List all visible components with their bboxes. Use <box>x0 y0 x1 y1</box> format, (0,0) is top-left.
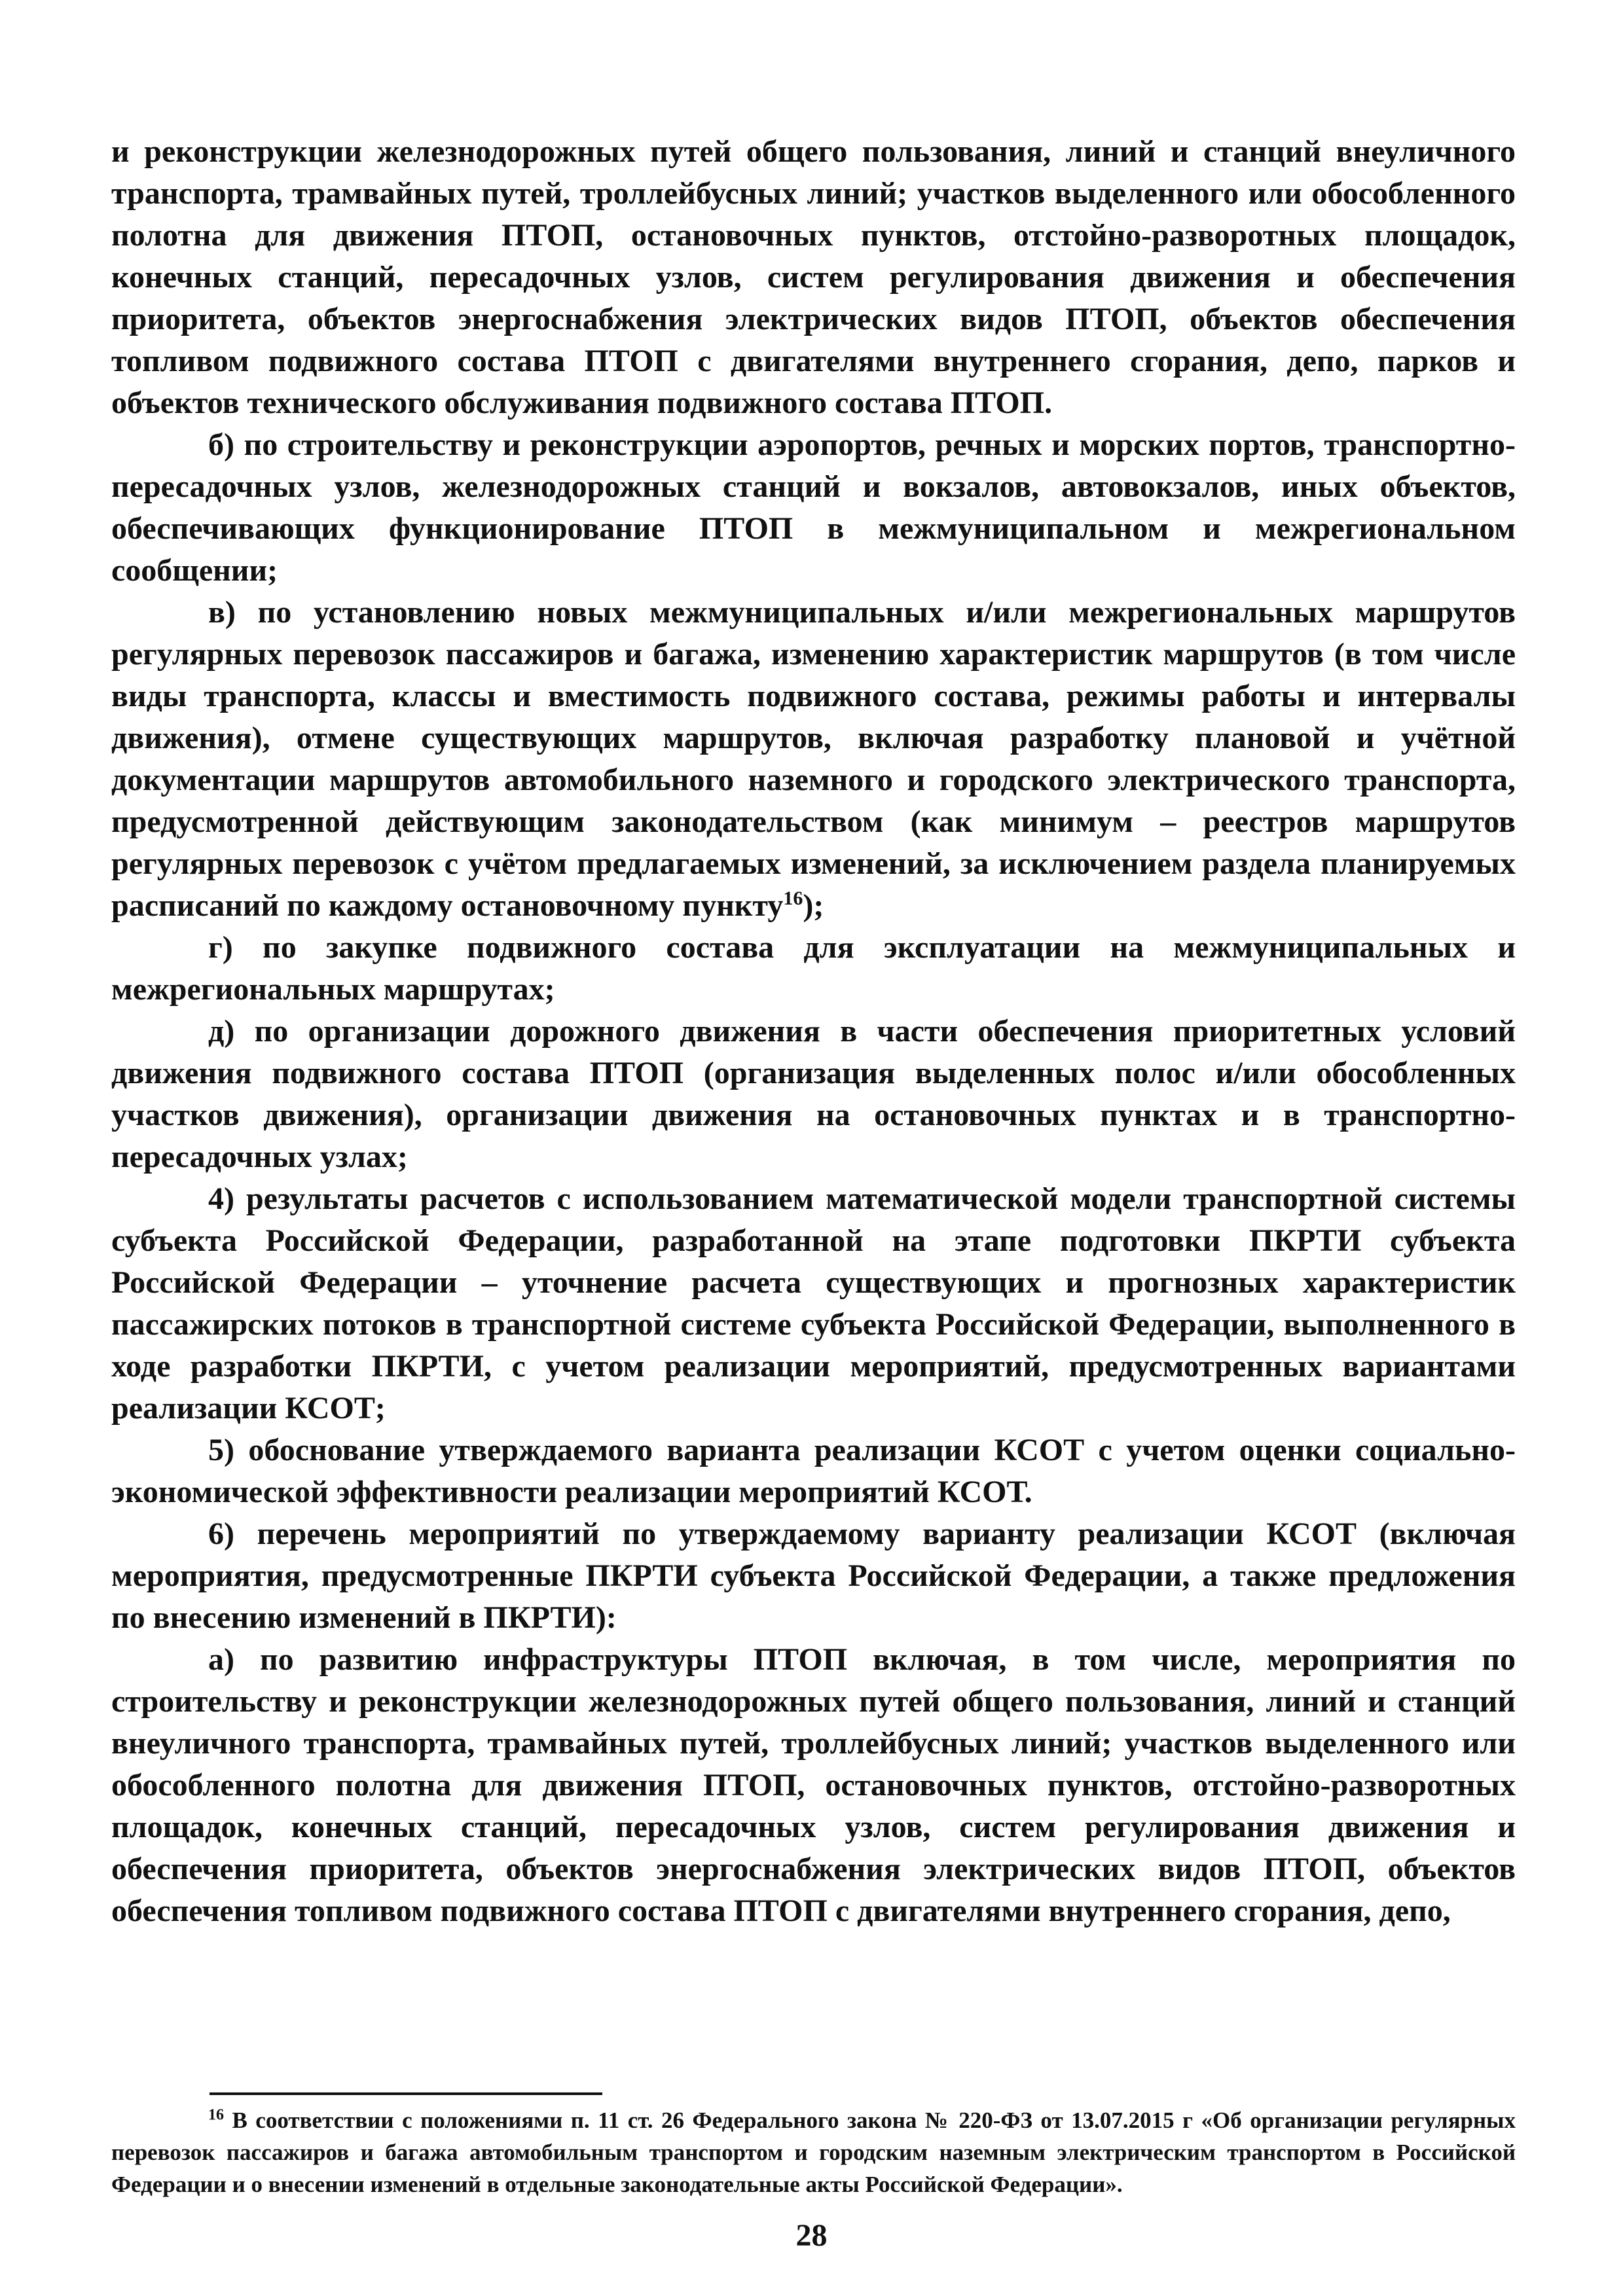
page-number: 28 <box>795 2218 828 2253</box>
paragraph-item-v-text: в) по установлению новых межмуниципальных и/или межрегиональных маршрутов регулярных перевозок пассажиров и багажа, изменению характеристик маршрутов (в том числе виды транспорта, классы и вместимость подвижного состава, режимы работы и интервалы движения), отмене существующих маршрутов, включая разработку плановой и учётной документации маршрутов автомобильного наземного и городского электрического транспорта, предусмотренной действующим законодательством (как минимум – реестров маршрутов регулярных перевозок с учётом предлагаемых изменений, за исключением раздела планируемых расписаний по каждому остановочному пункту <box>111 595 1516 923</box>
footnote <box>111 2104 1516 2200</box>
paragraph-item-5: 5) обоснование утверждаемого варианта реализации КСОТ с учетом оценки социально-экономической эффективности реализации мероприятий КСОТ. <box>111 1433 1516 1509</box>
paragraph-item-4: 4) результаты расчетов с использованием математической модели транспортной системы субъекта Российской Федерации, разработанной на этапе подготовки ПКРТИ субъекта Российской Федерации – уточнение расчета существующих и прогнозных характеристик пассажирских потоков в транспортной системе субъекта Российской Федерации, выполненного в ходе разработки ПКРТИ, с учетом реализации мероприятий, предусмотренных вариантами реализации КСОТ; <box>111 1181 1516 1426</box>
paragraph-item-g: г) по закупке подвижного состава для эксплуатации на межмуниципальных и межрегиональных маршрутах; <box>111 930 1516 1007</box>
paragraph-item-v-tail: ); <box>803 888 824 923</box>
footnote-divider <box>210 2092 602 2095</box>
paragraph-continuation: и реконструкции железнодорожных путей общего пользования, линий и станций внеуличного транспорта, трамвайных путей, троллейбусных линий; участков выделенного или обособленного полотна для движения ПТОП, остановочных пунктов, отстойно-разворотных площадок, конечных станций, пересадочных узлов, систем регулирования движения и обеспечения приоритета, объектов энергоснабжения электрических видов ПТОП, объектов обеспечения топливом подвижного состава ПТОП с двигателями внутреннего сгорания, депо, парков и объектов технического обслуживания подвижного состава ПТОП. <box>111 134 1516 420</box>
footnote-marker: 16 <box>208 2106 224 2124</box>
footnote-reference[interactable]: 16 <box>783 888 803 909</box>
paragraph-item-b: б) по строительству и реконструкции аэропортов, речных и морских портов, транспортно-пересадочных узлов, железнодорожных станций и вокзалов, автовокзалов, иных объектов, обеспечивающих функционирование ПТОП в межмуниципальном и межрегиональном сообщении; <box>111 427 1516 588</box>
paragraph-item-a: а) по развитию инфраструктуры ПТОП включая, в том числе, мероприятия по строительству и реконструкции железнодорожных путей общего пользования, линий и станций внеуличного транспорта, трамвайных путей, троллейбусных линий; участков выделенного или обособленного полотна для движения ПТОП, остановочных пунктов, отстойно-разворотных площадок, конечных станций, пересадочных узлов, систем регулирования движения и обеспечения приоритета, объектов энергоснабжения электрических видов ПТОП, объектов обеспечения топливом подвижного состава ПТОП с двигателями внутреннего сгорания, депо, <box>111 1642 1516 1928</box>
paragraph-item-d: д) по организации дорожного движения в части обеспечения приоритетных условий движения подвижного состава ПТОП (организация выделенных полос и/или обособленных участков движения), организации движения на остановочных пунктах и в транспортно-пересадочных узлах; <box>111 1014 1516 1174</box>
document-body <box>111 131 1516 1932</box>
footnote-text: В соответствии с положениями п. 11 ст. 26 Федерального закона № 220-ФЗ от 13.07.2015 г «Об организации регулярных перевозок пассажиров и багажа автомобильным транспортом и городским наземным электрическим транспортом в Российской Федерации и о внесении изменений в отдельные законодательные акты Российской Федерации». <box>111 2108 1516 2197</box>
paragraph-item-v <box>111 592 1516 927</box>
paragraph-item-6: 6) перечень мероприятий по утверждаемому варианту реализации КСОТ (включая мероприятия, предусмотренные ПКРТИ субъекта Российской Федерации, а также предложения по внесению изменений в ПКРТИ): <box>111 1516 1516 1635</box>
